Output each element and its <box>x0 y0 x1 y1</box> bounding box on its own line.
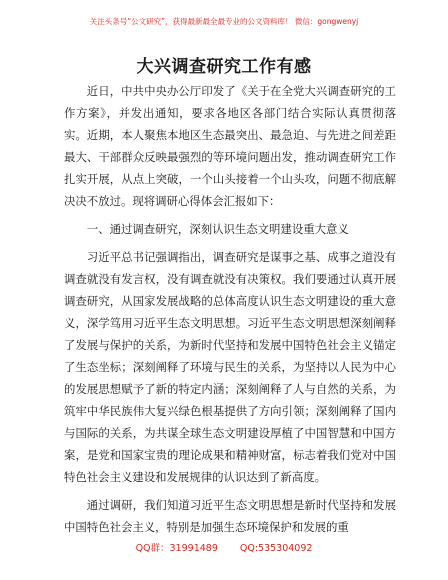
footer-contact <box>0 540 448 554</box>
footer-qq: QQ:535304092 <box>239 543 313 554</box>
document-body <box>64 80 396 538</box>
intro-paragraph: 近日，中共中央办公厅印发了《关于在全党大兴调查研究的工作方案》，并发出通知，要求各地区各部门结合实际认真贯彻落实。近期，本人聚焦本地区生态最突出、最急迫、与先进之间差距最大、干部群众反映最强烈的等环境问题出发，推动调查研究工作扎实开展，从点上突破，一个山头接着一个山头攻，问题不彻底解决决不放过。现将调研心得体会汇报如下： <box>64 84 396 208</box>
footer-qq-group: QQ群：31991489 <box>135 543 218 554</box>
header-note: 关注头条号“公文研究”，获得最新最全最专业的公文资料库！ 微信：gongwenyj <box>89 17 359 26</box>
page-title: 大兴调查研究工作有感 <box>136 57 312 77</box>
section-heading: 一、通过调查研究，深刻认识生态文明建设重大意义 <box>86 222 349 236</box>
body-paragraph: 习近平总书记强调指出，调查研究是谋事之基、成事之道没有调查就没有发言权，没有调查就没有决策权。我们要通过认真开展调查研究，从国家发展战略的总体高度认识生态文明建设的重大意义，深学笃用习近平生态文明思想。习近平生态文明思想深刻阐释了发展与保护的关系，为新时代坚持和发展中国特色社会主义锚定了生态坐标；深刻阐释了环境与民生的关系，为坚持以人民为中心的发展思想赋予了新的特定内涵；深刻阐释了人与自然的关系，为筑牢中华民族伟大复兴绿色根基提供了方向引领；深刻阐释了国内与国际的关系，为共谋全球生态文明建设厚植了中国智慧和中国方案，是党和国家宝贵的理论成果和精神财富，标志着我们党对中国特色社会主义建设和发展规律的认识达到了新高度。 <box>64 250 396 484</box>
body-paragraph: 通过调研，我们知道习近平生态文明思想是新时代坚持和发展中国特色社会主义，特别是加强生态环境保护和发展的重 <box>64 498 396 534</box>
